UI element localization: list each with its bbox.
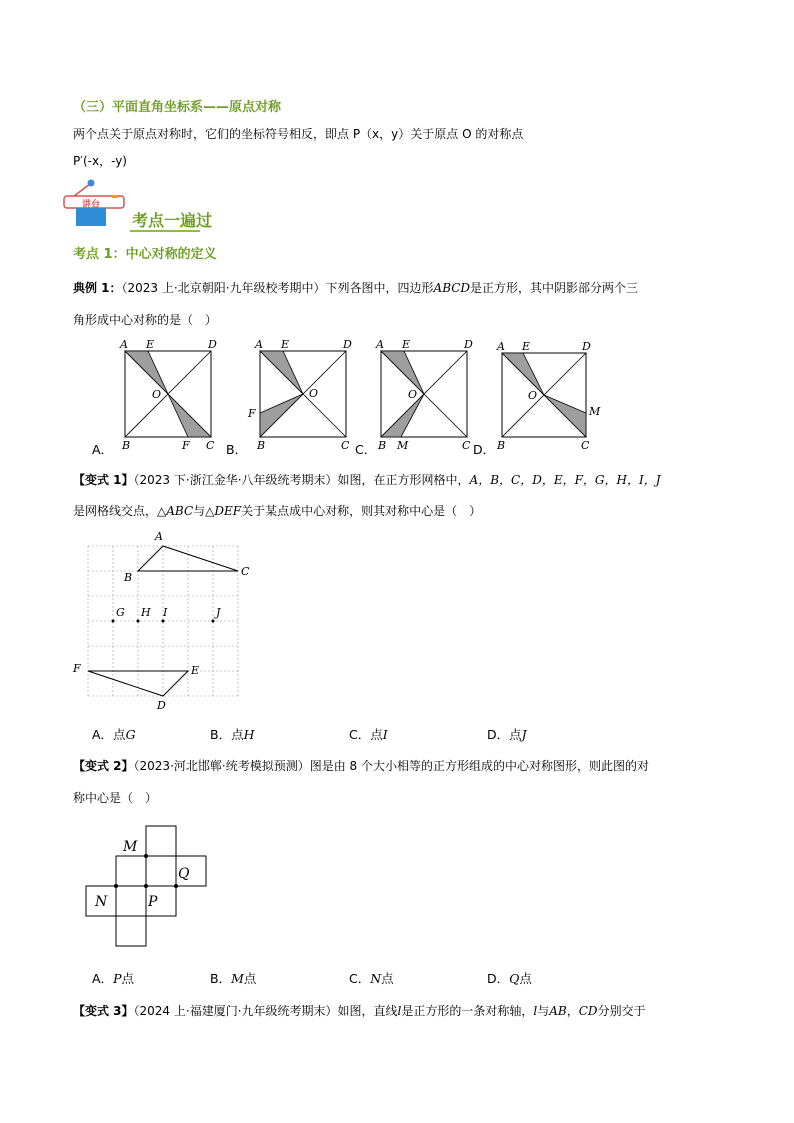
fig-a-label-B: B <box>122 439 131 452</box>
example1-figure-c <box>366 336 481 456</box>
v1-label-F: F <box>73 662 81 675</box>
example1-figure-d <box>487 336 607 456</box>
variant2-option-a[interactable] <box>92 969 134 987</box>
variant3-text-b: 是正方形的一条对称轴， <box>401 1004 534 1018</box>
fig-b-label-B: B <box>257 439 266 452</box>
fig-c-label-A: A <box>376 338 384 351</box>
variant1-text: 如图，在正方形网格中， <box>337 473 470 487</box>
fig-b-label-O: O <box>309 387 319 400</box>
variant1-line2 <box>73 502 481 519</box>
variant1-grid-figure <box>68 526 263 716</box>
variant1-source: （2023 下·浙江金华·八年级统考期末） <box>133 473 338 487</box>
variant1-option-b[interactable] <box>210 725 254 743</box>
variant1-line2a: 是网格线交点， <box>73 504 158 518</box>
v1-label-A: A <box>155 530 163 543</box>
fig-b-label-A: A <box>255 338 263 351</box>
variant2-option-b-suffix: 点 <box>243 971 257 986</box>
section-text-line1: 两个点关于原点对称时，它们的坐标符号相反，即点 P（x，y）关于原点 O 的对称点 <box>73 127 524 141</box>
variant1-line2c: 关于某点成中心对称，则其对称中心是（ ） <box>241 504 482 518</box>
v1-label-B: B <box>124 571 133 584</box>
variant1-tri1: △ABC <box>157 504 194 518</box>
example1-line2: 角形成中心对称的是（ ） <box>73 313 218 327</box>
fig-a-label-C: C <box>206 439 215 452</box>
v1-label-E: E <box>191 664 200 677</box>
variant3-ab: AB <box>549 1004 567 1018</box>
fig-c-label-E: E <box>402 338 411 351</box>
fig-b-label-C: C <box>341 439 350 452</box>
section-title: （三）平面直角坐标系——原点对称 <box>73 100 282 115</box>
example1-figure-b <box>245 336 360 456</box>
variant3-text-a: 如图，直线 <box>337 1004 398 1018</box>
fig-a-label-O: O <box>152 388 162 401</box>
variant1-line2b: 与 <box>193 504 206 518</box>
variant1-tag: 【变式 1】 <box>73 473 134 487</box>
example1-line1 <box>73 279 638 296</box>
variant2-option-b[interactable] <box>210 969 256 987</box>
fig-a-label-E: E <box>146 338 155 351</box>
variant1-option-c[interactable] <box>349 725 388 743</box>
variant2-option-d-val: Q <box>509 971 520 986</box>
v2-label-N: N <box>95 894 108 910</box>
fig-a-label-F: F <box>182 439 190 452</box>
v2-label-Q: Q <box>178 866 190 882</box>
example1-text-b: 是正方形，其中阴影部分两个三 <box>470 281 639 295</box>
example1-opt-a[interactable]: A． <box>92 442 114 457</box>
fig-d-label-O: O <box>528 389 538 402</box>
variant1-option-b-val: H <box>243 727 255 742</box>
variant2-net-figure <box>76 820 216 950</box>
fig-d-label-D: D <box>582 340 591 353</box>
variant3-cd: CD <box>578 1004 598 1018</box>
fig-c-label-D: D <box>464 338 473 351</box>
v1-label-H: H <box>141 606 151 619</box>
fig-b-label-F: F <box>248 407 256 420</box>
variant3-sep: ， <box>566 1004 579 1018</box>
variant3-l2: l <box>533 1004 538 1018</box>
point-title: 考点 1：中心对称的定义 <box>73 247 217 262</box>
variant3-line1 <box>73 1002 646 1019</box>
variant3-source: （2024 上·福建厦门·九年级统考期末） <box>133 1004 338 1018</box>
variant2-tag: 【变式 2】 <box>73 759 134 773</box>
v1-label-J: J <box>216 606 221 619</box>
variant1-points: A，B，C，D，E，F，G，H，I，J <box>469 473 661 487</box>
v1-label-C: C <box>241 565 250 578</box>
variant1-option-d-prefix: D．点 <box>487 727 522 742</box>
example1-figure-a <box>110 336 220 456</box>
variant1-tri2: △DEF <box>205 504 242 518</box>
variant2-line1 <box>73 757 649 774</box>
fig-d-label-E: E <box>522 340 531 353</box>
variant1-option-a-prefix: A．点 <box>92 727 126 742</box>
variant2-text: 图是由 8 个大小相等的正方形组成的中心对称图形，则此图的对 <box>309 759 649 773</box>
podium-badge-icon <box>62 178 128 228</box>
fig-b-label-D: D <box>343 338 352 351</box>
variant2-option-c-suffix: 点 <box>381 971 394 986</box>
variant1-option-c-prefix: C．点 <box>349 727 383 742</box>
fig-b-label-E: E <box>281 338 290 351</box>
variant3-l1: l <box>397 1004 402 1018</box>
variant2-option-a-val: P <box>113 971 122 986</box>
fig-d-label-A: A <box>497 340 505 353</box>
variant1-option-c-val: I <box>382 727 388 742</box>
fig-d-label-B: B <box>497 439 506 452</box>
banner-underline <box>130 230 200 232</box>
variant1-option-d-val: J <box>521 727 527 742</box>
variant1-option-a-val: G <box>125 727 136 742</box>
variant2-option-c-prefix: C． <box>349 971 371 986</box>
v1-label-G: G <box>116 606 125 619</box>
fig-d-label-M: M <box>589 405 601 418</box>
variant2-option-c[interactable] <box>349 969 394 987</box>
fig-c-label-B: B <box>378 439 387 452</box>
variant2-option-b-prefix: B． <box>210 971 232 986</box>
fig-a-label-D: D <box>208 338 217 351</box>
fig-c-label-O: O <box>408 388 418 401</box>
variant2-line2: 称中心是（ ） <box>73 791 158 805</box>
fig-d-label-C: C <box>581 439 590 452</box>
v2-label-P: P <box>148 894 158 910</box>
example1-opt-d[interactable]: D． <box>473 442 496 457</box>
example1-opt-c[interactable]: C． <box>355 442 377 457</box>
variant1-option-d[interactable] <box>487 725 527 743</box>
variant2-option-a-suffix: 点 <box>121 971 134 986</box>
variant3-text-c: 与 <box>537 1004 550 1018</box>
variant2-source: （2023·河北邯郸·统考模拟预测） <box>133 759 310 773</box>
example1-opt-b[interactable]: B． <box>226 442 248 457</box>
banner-title: 考点一遍过 <box>132 211 213 230</box>
fig-c-label-M: M <box>397 439 409 452</box>
variant2-option-b-val: M <box>231 971 244 986</box>
fig-a-label-A: A <box>120 338 128 351</box>
example1-prefix: 典例 1： <box>73 281 122 295</box>
variant1-option-a[interactable] <box>92 725 136 743</box>
v1-label-D: D <box>157 699 166 712</box>
v2-label-M: M <box>123 839 138 855</box>
fig-c-label-C: C <box>462 439 471 452</box>
variant2-option-c-val: N <box>370 971 382 986</box>
v1-label-I: I <box>163 606 168 619</box>
example1-text-a: 下列各图中，四边形 <box>325 281 434 295</box>
badge-label: 讲台 <box>82 200 101 210</box>
example1-abcd: ABCD <box>433 281 471 295</box>
example1-source: （2023 上·北京朝阳·九年级校考期中） <box>121 281 326 295</box>
variant2-option-a-prefix: A． <box>92 971 114 986</box>
variant1-line1 <box>73 471 661 488</box>
variant1-option-b-prefix: B．点 <box>210 727 244 742</box>
variant2-option-d-prefix: D． <box>487 971 510 986</box>
variant3-tag: 【变式 3】 <box>73 1004 134 1018</box>
variant3-text-d: 分别交于 <box>597 1004 646 1018</box>
variant2-option-d[interactable] <box>487 969 532 987</box>
variant2-option-d-suffix: 点 <box>519 971 532 986</box>
section-text-line2: P′(-x，-y) <box>73 154 127 168</box>
